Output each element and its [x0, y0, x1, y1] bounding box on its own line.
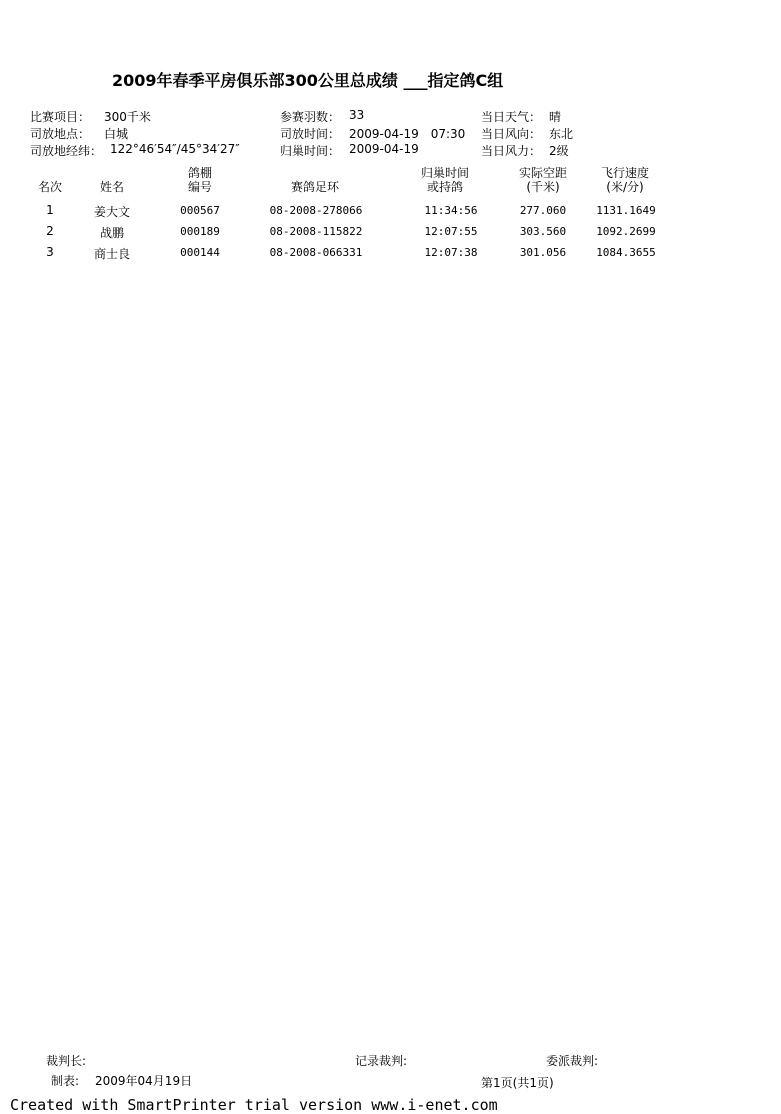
cell-distance: 277.060	[519, 204, 567, 217]
entries-value: 33	[349, 108, 365, 122]
cell-return-time: 11:34:56	[424, 204, 478, 217]
cell-ring: 08-2008-278066	[269, 204, 363, 217]
cell-speed: 1092.2699	[596, 225, 656, 238]
page-title: 2009年春季平房俱乐部300公里总成绩 ___指定鸽C组	[112, 71, 504, 90]
header-ring: 赛鸽足环	[290, 180, 339, 194]
cell-return-time: 12:07:55	[424, 225, 478, 238]
return-time-value: 2009-04-19	[349, 142, 419, 156]
header-speed: 飞行速度 (米/分)	[600, 166, 649, 194]
header-rank: 名次	[37, 180, 62, 194]
page-indicator: 第1页(共1页)	[481, 1076, 554, 1090]
release-time-label: 司放时间：	[280, 127, 341, 141]
header-return-time: 归巢时间 或持鸽	[420, 166, 469, 194]
wind-direction-label: 当日风向：	[481, 127, 542, 141]
header-name: 姓名	[99, 180, 124, 194]
header-distance: 实际空距 (千米)	[518, 166, 567, 194]
record-judge-label: 记录裁判:	[355, 1054, 408, 1068]
weather-label: 当日天气：	[481, 110, 542, 124]
entries-label: 参赛羽数：	[280, 110, 341, 124]
chief-judge-label: 裁判长:	[46, 1054, 87, 1068]
watermark-text: Created with SmartPrinter trial version www.i-enet.com	[10, 1096, 498, 1114]
cell-speed: 1084.3655	[596, 246, 656, 259]
cell-distance: 303.560	[519, 225, 567, 238]
cell-speed: 1131.1649	[596, 204, 656, 217]
cell-rank: 2	[46, 224, 54, 238]
return-time-label: 归巢时间：	[280, 144, 341, 158]
header-loft: 鸽棚 编号	[187, 166, 212, 194]
event-value: 300千米	[104, 110, 151, 124]
wind-direction-value: 东北	[549, 127, 574, 141]
cell-rank: 1	[46, 203, 54, 217]
cell-rank: 3	[46, 245, 54, 259]
location-value: 白城	[104, 127, 129, 141]
made-date: 2009年04月19日	[95, 1074, 193, 1088]
wind-force-label: 当日风力：	[481, 144, 542, 158]
cell-name: 姜大文	[93, 205, 130, 219]
appointed-judge-label: 委派裁判:	[546, 1054, 599, 1068]
made-by-label: 制表:	[51, 1074, 80, 1088]
location-label: 司放地点：	[30, 127, 91, 141]
weather-value: 晴	[549, 110, 562, 124]
cell-name: 战鹏	[99, 226, 124, 240]
coords-value: 122°46′54″/45°34′27″	[110, 142, 240, 156]
cell-ring: 08-2008-066331	[269, 246, 363, 259]
cell-loft: 000189	[180, 225, 220, 238]
cell-ring: 08-2008-115822	[269, 225, 363, 238]
release-time-value: 2009-04-19 07:30	[349, 127, 466, 141]
cell-distance: 301.056	[519, 246, 567, 259]
cell-name: 商士良	[93, 247, 130, 261]
wind-force-value: 2级	[549, 144, 569, 158]
cell-loft: 000144	[180, 246, 220, 259]
event-label: 比赛项目：	[30, 110, 91, 124]
cell-loft: 000567	[180, 204, 220, 217]
coords-label: 司放地经纬：	[30, 144, 103, 158]
cell-return-time: 12:07:38	[424, 246, 478, 259]
